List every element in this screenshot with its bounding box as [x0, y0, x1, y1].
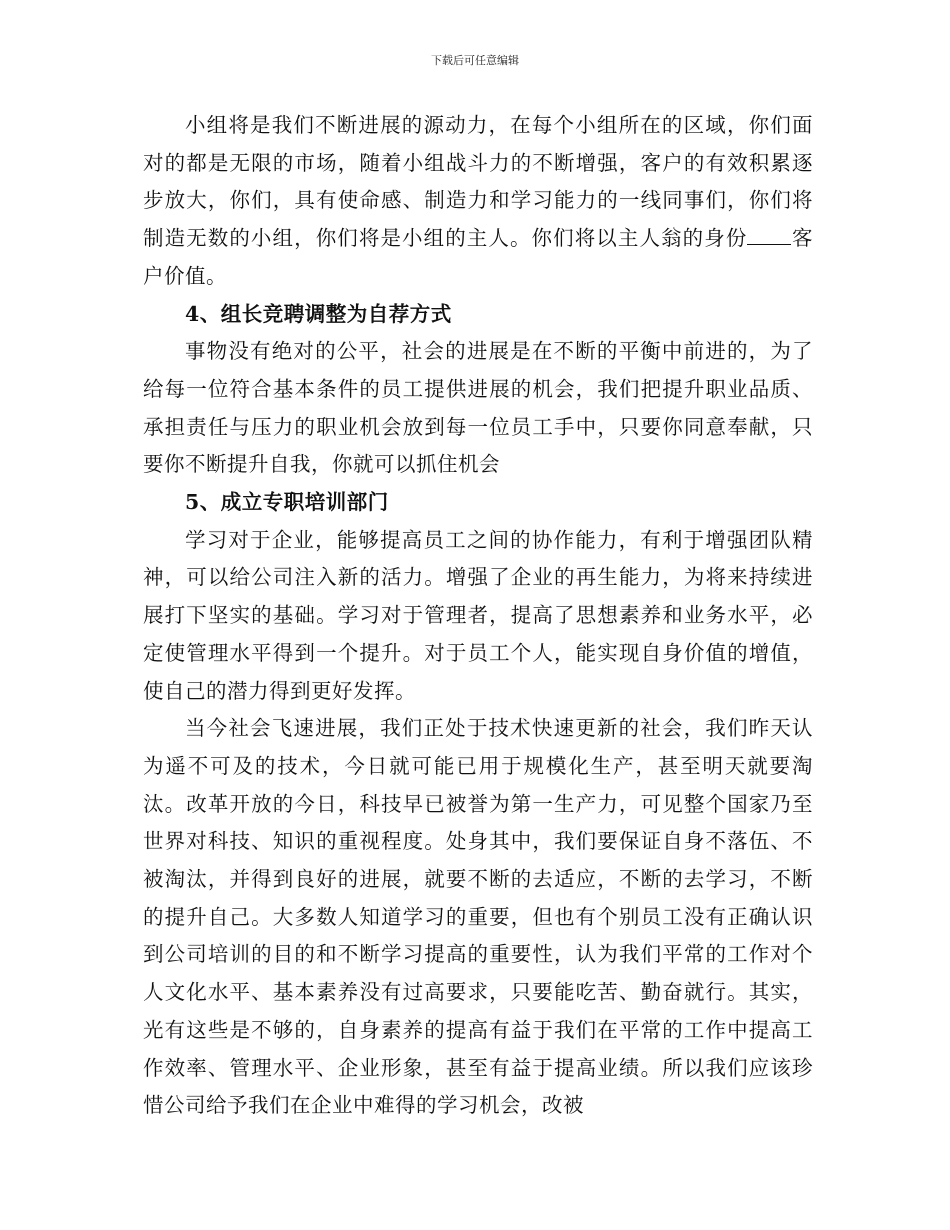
fill-in-blank [747, 243, 791, 245]
section-5-heading: 5、成立专职培训部门 [185, 490, 389, 515]
intro-paragraph [143, 107, 813, 296]
section-4-heading: 4、组长竞聘调整为自荐方式 [185, 301, 452, 326]
section-5-paragraph-2: 当今社会飞速进展，我们正处于技术快速更新的社会，我们昨天认为遥不可及的技术，今日就可能已用于规模化生产，甚至明天就要淘汰。改革开放的今日，科技早已被誉为第一生产力，可见整个国家乃至世界对科技、知识的重视程度。处身其中，我们要保证自身不落伍、不被淘汰，并得到良好的进展，就要不断的去适应，不断的去学习，不断的提升自己。大多数人知道学习的重要，但也有个别员工没有正确认识到公司培训的目的和不断学习提高的重要性，认为我们平常的工作对个人文化水平、基本素养没有过高要求，只要能吃苦、勤奋就行。其实，光有这些是不够的，自身素养的提高有益于我们在平常的工作中提高工作效率、管理水平、企业形象，甚至有益于提高业绩。所以我们应该珍惜公司给予我们在企业中难得的学习机会，改被 [143, 716, 813, 1118]
document-body [143, 107, 813, 1125]
section-4-paragraph: 事物没有绝对的公平，社会的进展是在不断的平衡中前进的，为了给每一位符合基本条件的员工提供进展的机会，我们把提升职业品质、承担责任与压力的职业机会放到每一位员工手中，只要你同意奉献，只要你不断提升自我，你就可以抓住机会 [143, 339, 813, 477]
intro-text-before-blank: 小组将是我们不断进展的源动力，在每个小组所在的区域，你们面对的都是无限的市场，随着小组战斗力的不断增强，客户的有效积累逐步放大，你们，具有使命感、制造力和学习能力的一线同事们，你们将制造无数的小组，你们将是小组的主人。你们将以主人翁的身份 [143, 113, 813, 251]
section-5-paragraph-1: 学习对于企业，能够提高员工之间的协作能力，有利于增强团队精神，可以给公司注入新的活力。增强了企业的再生能力，为将来持续进展打下坚实的基础。学习对于管理者，提高了思想素养和业务水平，必定使管理水平得到一个提升。对于员工个人，能实现自身价值的增值，使自己的潜力得到更好发挥。 [143, 527, 813, 703]
intro-text-after-blank: 客户价值。 [143, 226, 814, 288]
page-header: 下载后可任意编辑 [431, 54, 519, 67]
